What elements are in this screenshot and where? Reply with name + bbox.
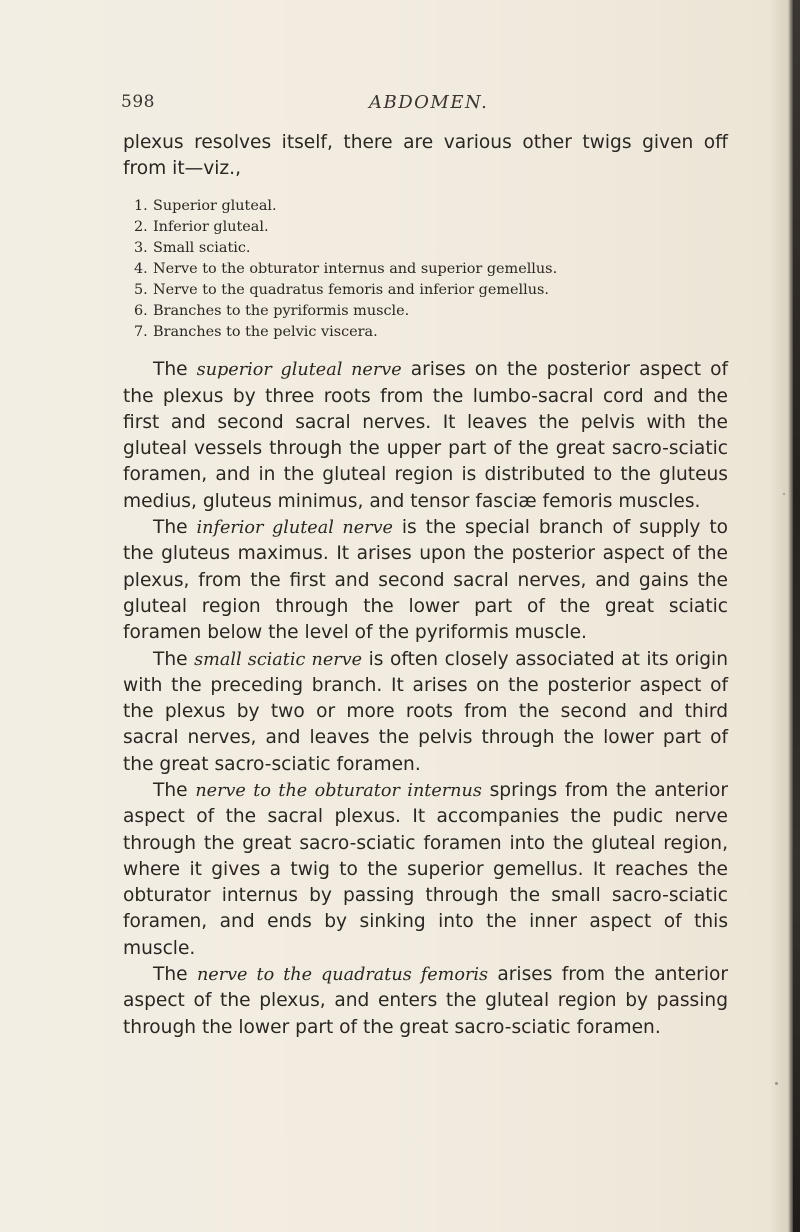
list-item-number: 7.: [134, 324, 148, 341]
term-nerve-to-obturator-internus: nerve to the obturator internus: [195, 781, 482, 801]
paper-speck: [775, 1082, 778, 1085]
page-header: [121, 92, 721, 118]
paragraph-obturator-internus: [123, 778, 728, 962]
list-item-number: 6.: [134, 303, 148, 320]
page-number: 598: [121, 92, 155, 112]
paragraph-lead: The: [153, 780, 196, 801]
intro-paragraph: plexus resolves itself, there are various other twigs given off from it—viz.,: [123, 132, 728, 180]
list-item-number: 5.: [134, 281, 148, 298]
paragraph-text: arises on the posterior aspect of the plexus by three roots from the lumbo-sacral cord and the first and second sacral nerves. It leaves the pelvis with the gluteal vessels through the upper part of the great sacro-sciatic foramen, and in the gluteal region is distributed to the gluteus medius, gluteus minimus, and tensor fasciæ femoris muscles.: [123, 359, 728, 512]
page-body: [123, 130, 728, 1041]
list-item-text: Small sciatic.: [153, 239, 251, 256]
paragraph-inferior-gluteal: [123, 515, 728, 646]
list-item: [134, 238, 728, 259]
list-item-number: 1.: [134, 197, 148, 214]
list-item-text: Nerve to the quadratus femoris and inferior gemellus.: [153, 281, 549, 298]
list-item-number: 2.: [134, 218, 148, 235]
list-item-text: Inferior gluteal.: [153, 218, 269, 235]
term-nerve-to-quadratus-femoris: nerve to the quadratus femoris: [196, 965, 489, 986]
list-item-text: Nerve to the obturator internus and superior gemellus.: [153, 260, 558, 277]
paragraph-text: arises from the anterior aspect of the plexus, and enters the gluteal region by passing through the lower part of the great sacro-sciatic foramen.: [123, 964, 729, 1038]
term-inferior-gluteal-nerve: inferior gluteal nerve: [196, 518, 393, 539]
list-item: [134, 217, 728, 238]
list-item: [134, 280, 728, 301]
paragraph-lead: The: [153, 359, 197, 381]
list-item-text: Branches to the pyriformis muscle.: [153, 303, 410, 320]
branch-list: [123, 196, 728, 344]
paragraph-superior-gluteal: [123, 357, 728, 515]
paragraph-text: springs from the anterior aspect of the sacral plexus. It accompanies the pudic nerve through the great sacro-sciatic foramen into the gluteal region, where it gives a twig to the superior gemellus. It reaches the obturator internus by passing through the small sacro-sciatic foramen, and ends by sinking into the inner aspect of this muscle.: [123, 780, 728, 959]
paragraph-small-sciatic: [123, 647, 728, 778]
list-item: [134, 196, 728, 217]
paragraph-lead: The: [153, 648, 195, 670]
list-item-number: 4.: [134, 260, 148, 277]
paragraph-quadratus-femoris: [123, 962, 728, 1041]
paragraph-text: is the special branch of supply to the gluteus maximus. It arises upon the posterior aspect of the plexus, from the first and second sacral nerves, and gains the gluteal region through the lower part of the great sciatic foramen below the level of the pyriformis muscle.: [123, 517, 729, 644]
paper-speck: [783, 493, 785, 495]
list-item: [134, 301, 728, 322]
list-item-number: 3.: [134, 239, 148, 256]
running-title: ABDOMEN.: [369, 92, 489, 113]
paragraph-text: is often closely associated at its origin with the preceding branch. It arises on the posterior aspect of the plexus by two or more roots from the second and third sacral nerves, and leaves the pelvis through the lower part of the great sacro-sciatic foramen.: [123, 648, 729, 775]
list-item-text: Branches to the pelvic viscera.: [153, 324, 378, 341]
book-spine-edge: [793, 0, 800, 1232]
term-small-sciatic-nerve: small sciatic nerve: [194, 649, 363, 670]
term-superior-gluteal-nerve: superior gluteal nerve: [196, 360, 402, 381]
paragraph-lead: The: [153, 517, 197, 539]
list-item: [134, 259, 728, 280]
paragraph-lead: The: [153, 964, 197, 986]
list-item-text: Superior gluteal.: [153, 197, 277, 214]
list-item: [134, 322, 728, 343]
